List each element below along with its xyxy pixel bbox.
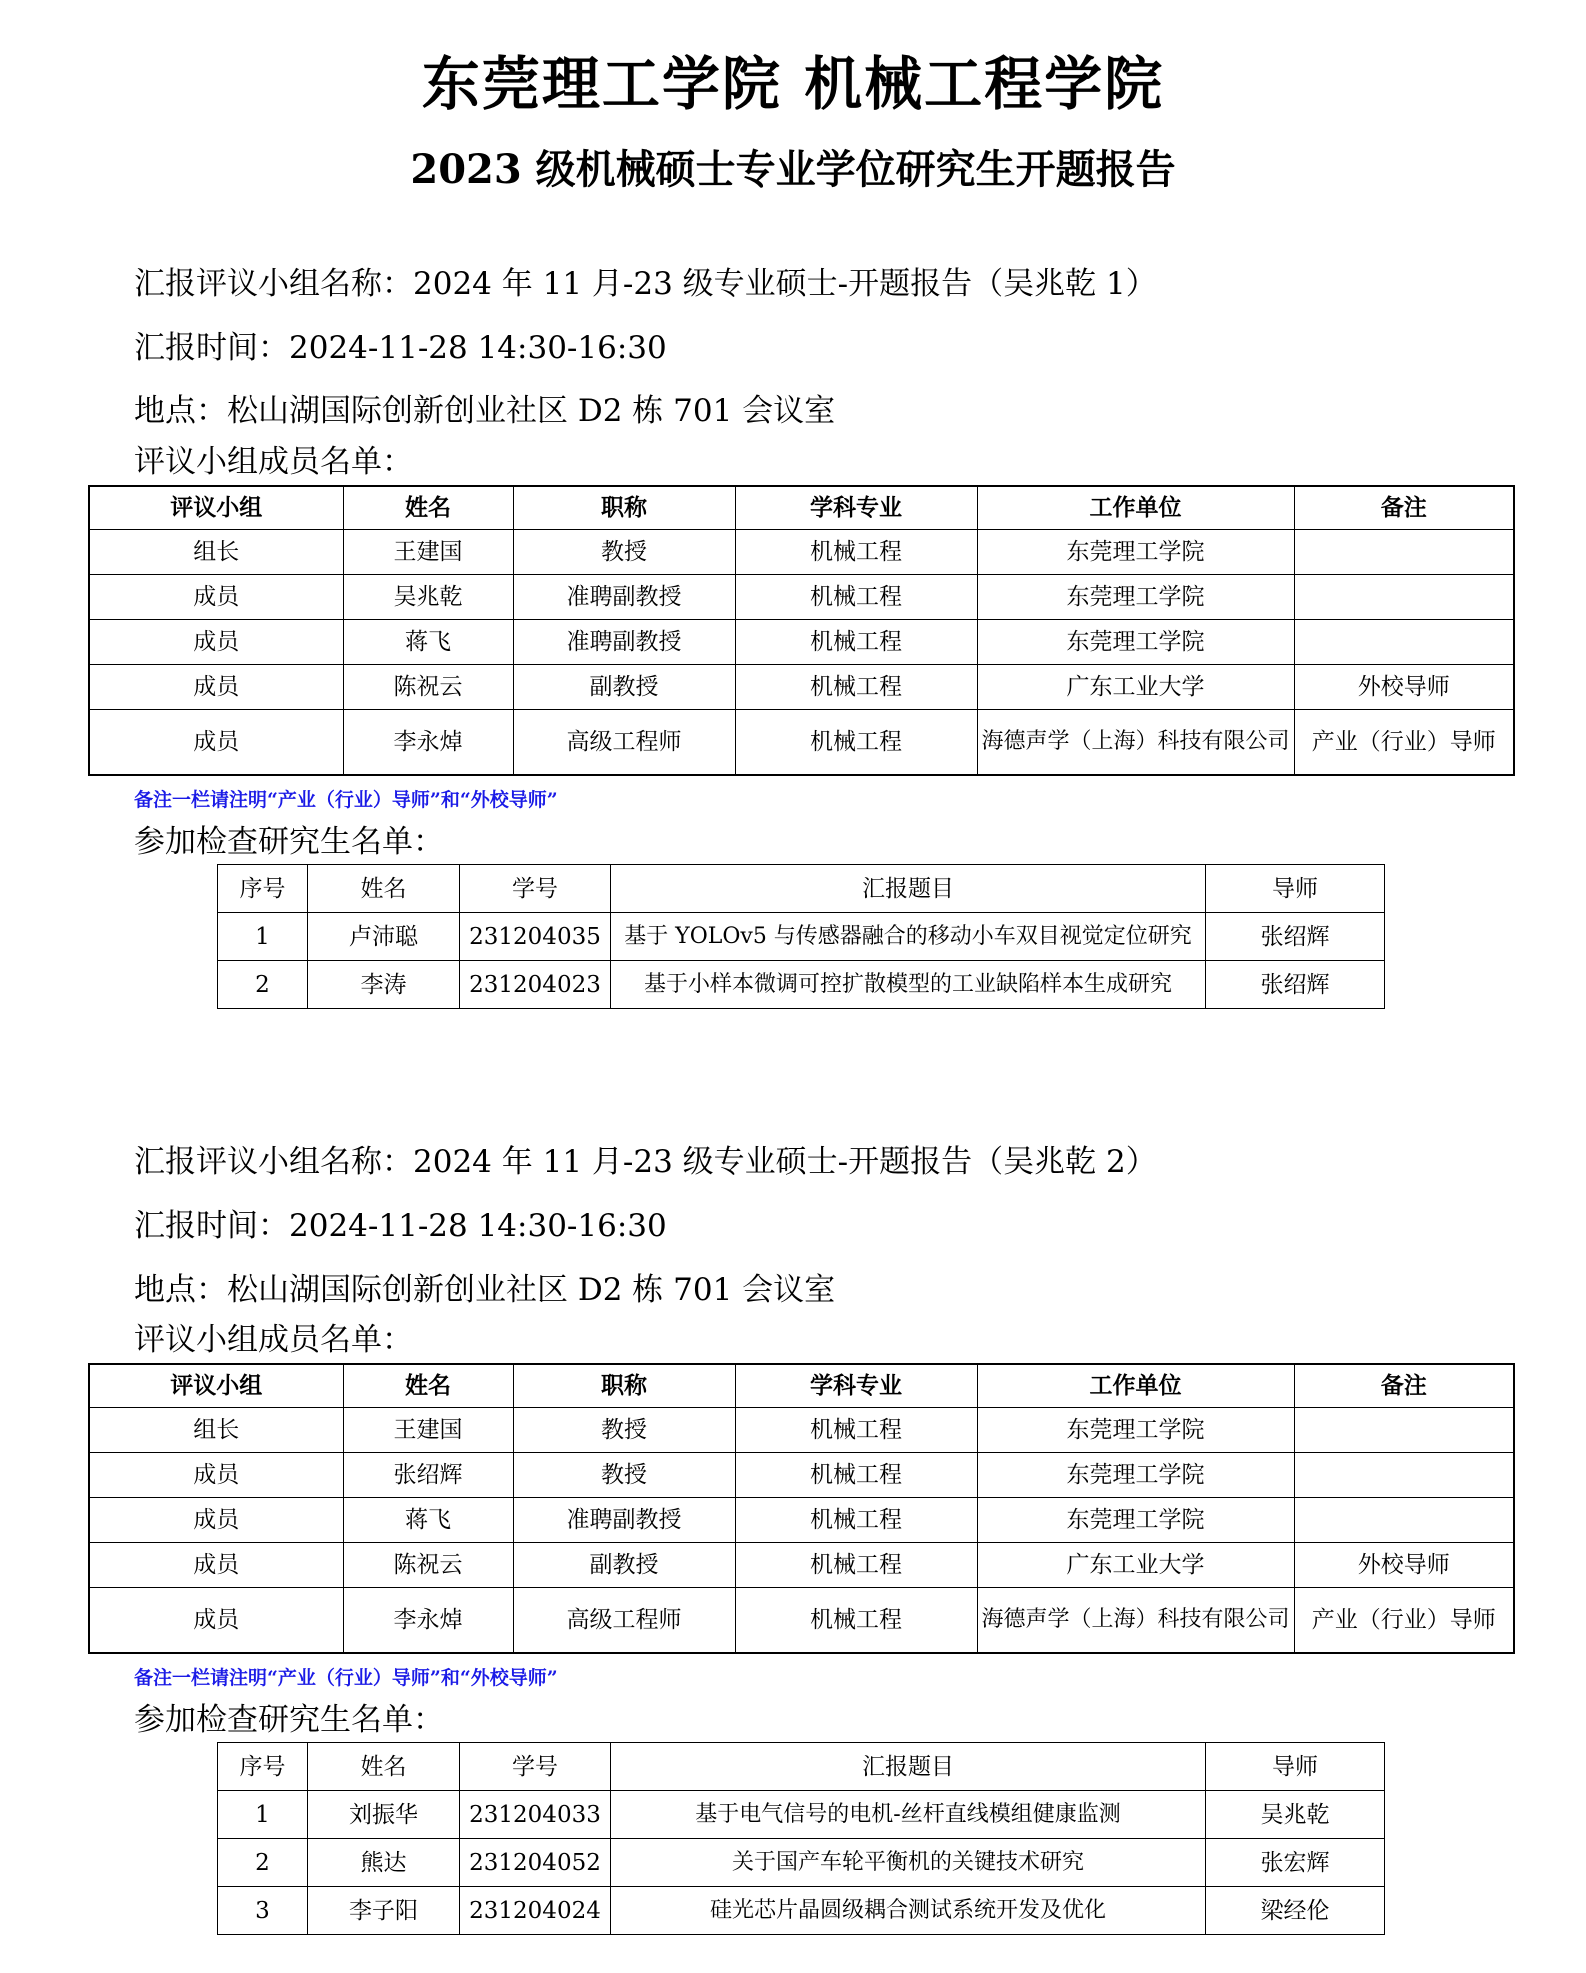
report-time: 汇报时间：2024-11-28 14:30-16:30: [134, 1208, 667, 1244]
table-cell: 王建国: [343, 1407, 513, 1452]
table-cell: 教授: [513, 529, 735, 574]
table-cell: 准聘副教授: [513, 574, 735, 619]
students-table: [217, 864, 1385, 1009]
table-cell: 机械工程: [735, 1542, 977, 1587]
table-cell: 东莞理工学院: [977, 529, 1294, 574]
table-cell: 机械工程: [735, 619, 977, 664]
table-cell: 卢沛聪: [308, 913, 460, 961]
table-row: [218, 1839, 1385, 1887]
col-header: 评议小组: [89, 1364, 343, 1407]
table-cell: 王建国: [343, 529, 513, 574]
table-cell: 广东工业大学: [977, 1542, 1294, 1587]
table-cell: 成员: [89, 574, 343, 619]
table-row: [89, 1542, 1514, 1587]
document-title: 东莞理工学院 机械工程学院: [421, 50, 1165, 118]
col-header: 序号: [218, 1743, 308, 1791]
table-cell: 基于小样本微调可控扩散模型的工业缺陷样本生成研究: [611, 961, 1206, 1009]
table-row: [218, 1791, 1385, 1839]
members-header-row: [89, 1364, 1514, 1407]
table-cell: 副教授: [513, 1542, 735, 1587]
table-cell: 成员: [89, 1452, 343, 1497]
col-header: 备注: [1294, 486, 1514, 529]
members-table: [88, 485, 1515, 776]
table-cell: 东莞理工学院: [977, 574, 1294, 619]
col-header: 序号: [218, 865, 308, 913]
table-row: [89, 1587, 1514, 1653]
students-header-row: [218, 1743, 1385, 1791]
table-row: [89, 1452, 1514, 1497]
table-row: [218, 1887, 1385, 1935]
table-cell: 蒋飞: [343, 619, 513, 664]
table-cell: 231204035: [460, 913, 611, 961]
table-cell: 1: [218, 1791, 308, 1839]
col-header: 职称: [513, 1364, 735, 1407]
table-cell: 机械工程: [735, 574, 977, 619]
report-time: 汇报时间：2024-11-28 14:30-16:30: [134, 330, 667, 366]
table-cell: 成员: [89, 619, 343, 664]
table-cell: 东莞理工学院: [977, 619, 1294, 664]
table-cell: 231204023: [460, 961, 611, 1009]
table-cell: 2: [218, 1839, 308, 1887]
members-header-row: [89, 486, 1514, 529]
table-cell: 产业（行业）导师: [1294, 1587, 1514, 1653]
col-header: 工作单位: [977, 1364, 1294, 1407]
table-cell: 张宏辉: [1206, 1839, 1385, 1887]
students-label: 参加检查研究生名单：: [134, 1702, 444, 1738]
table-cell: 3: [218, 1887, 308, 1935]
table-cell: 机械工程: [735, 1587, 977, 1653]
report-location: 地点：松山湖国际创新创业社区 D2 栋 701 会议室: [134, 1272, 836, 1308]
table-cell: 广东工业大学: [977, 664, 1294, 709]
table-cell: 成员: [89, 709, 343, 775]
table-row: [218, 913, 1385, 961]
members-label: 评议小组成员名单：: [134, 444, 413, 480]
table-row: [89, 574, 1514, 619]
table-cell: 组长: [89, 1407, 343, 1452]
table-cell: [1294, 1497, 1514, 1542]
table-cell: 熊达: [308, 1839, 460, 1887]
table-cell: 海德声学（上海）科技有限公司: [977, 1587, 1294, 1653]
col-header: 职称: [513, 486, 735, 529]
table-cell: 张绍辉: [1206, 961, 1385, 1009]
table-cell: 李永焯: [343, 709, 513, 775]
table-cell: 231204024: [460, 1887, 611, 1935]
table-cell: [1294, 619, 1514, 664]
table-cell: 基于电气信号的电机-丝杆直线模组健康监测: [611, 1791, 1206, 1839]
col-header: 学号: [460, 1743, 611, 1791]
table-cell: 2: [218, 961, 308, 1009]
members-label: 评议小组成员名单：: [134, 1322, 413, 1358]
col-header: 姓名: [343, 1364, 513, 1407]
table-cell: 教授: [513, 1452, 735, 1497]
table-cell: 产业（行业）导师: [1294, 709, 1514, 775]
table-cell: 蒋飞: [343, 1497, 513, 1542]
members-table: [88, 1363, 1515, 1654]
table-cell: 准聘副教授: [513, 1497, 735, 1542]
students-label: 参加检查研究生名单：: [134, 824, 444, 860]
table-cell: 成员: [89, 1542, 343, 1587]
remark-note: 备注一栏请注明“产业（行业）导师”和“外校导师”: [134, 789, 558, 811]
table-row: [89, 709, 1514, 775]
table-cell: [1294, 574, 1514, 619]
students-header-row: [218, 865, 1385, 913]
group-name: 汇报评议小组名称：2024 年 11 月-23 级专业硕士-开题报告（吴兆乾 2）: [134, 1144, 1157, 1180]
table-cell: 高级工程师: [513, 1587, 735, 1653]
group-name: 汇报评议小组名称：2024 年 11 月-23 级专业硕士-开题报告（吴兆乾 1）: [134, 266, 1157, 302]
col-header: 学科专业: [735, 486, 977, 529]
table-row: [89, 529, 1514, 574]
remark-note: 备注一栏请注明“产业（行业）导师”和“外校导师”: [134, 1667, 558, 1689]
table-cell: 外校导师: [1294, 1542, 1514, 1587]
table-cell: 231204052: [460, 1839, 611, 1887]
table-row: [89, 664, 1514, 709]
table-cell: [1294, 1452, 1514, 1497]
table-cell: 陈祝云: [343, 664, 513, 709]
table-cell: 高级工程师: [513, 709, 735, 775]
table-cell: 成员: [89, 1587, 343, 1653]
table-cell: 成员: [89, 664, 343, 709]
table-row: [89, 619, 1514, 664]
table-cell: 张绍辉: [343, 1452, 513, 1497]
col-header: 姓名: [308, 1743, 460, 1791]
table-cell: 基于 YOLOv5 与传感器融合的移动小车双目视觉定位研究: [611, 913, 1206, 961]
table-cell: 吴兆乾: [343, 574, 513, 619]
table-cell: 机械工程: [735, 1407, 977, 1452]
table-cell: [1294, 529, 1514, 574]
table-cell: 东莞理工学院: [977, 1452, 1294, 1497]
table-cell: 刘振华: [308, 1791, 460, 1839]
table-cell: 东莞理工学院: [977, 1407, 1294, 1452]
table-cell: 梁经伦: [1206, 1887, 1385, 1935]
table-cell: 张绍辉: [1206, 913, 1385, 961]
table-cell: 李子阳: [308, 1887, 460, 1935]
table-cell: 海德声学（上海）科技有限公司: [977, 709, 1294, 775]
table-row: [89, 1497, 1514, 1542]
table-cell: 机械工程: [735, 664, 977, 709]
table-cell: 李永焯: [343, 1587, 513, 1653]
col-header: 学号: [460, 865, 611, 913]
report-location: 地点：松山湖国际创新创业社区 D2 栋 701 会议室: [134, 393, 836, 429]
table-cell: 关于国产车轮平衡机的关键技术研究: [611, 1839, 1206, 1887]
table-cell: 外校导师: [1294, 664, 1514, 709]
col-header: 学科专业: [735, 1364, 977, 1407]
table-cell: 副教授: [513, 664, 735, 709]
table-cell: 机械工程: [735, 529, 977, 574]
table-cell: 组长: [89, 529, 343, 574]
table-cell: [1294, 1407, 1514, 1452]
col-header: 导师: [1206, 865, 1385, 913]
col-header: 工作单位: [977, 486, 1294, 529]
table-cell: 成员: [89, 1497, 343, 1542]
col-header: 评议小组: [89, 486, 343, 529]
table-cell: 1: [218, 913, 308, 961]
table-row: [218, 961, 1385, 1009]
col-header: 姓名: [308, 865, 460, 913]
table-cell: 机械工程: [735, 709, 977, 775]
table-cell: 教授: [513, 1407, 735, 1452]
table-row: [89, 1407, 1514, 1452]
table-cell: 硅光芯片晶圆级耦合测试系统开发及优化: [611, 1887, 1206, 1935]
table-cell: 231204033: [460, 1791, 611, 1839]
document-subtitle: 2023 级机械硕士专业学位研究生开题报告: [410, 146, 1176, 193]
table-cell: 李涛: [308, 961, 460, 1009]
table-cell: 东莞理工学院: [977, 1497, 1294, 1542]
col-header: 汇报题目: [611, 865, 1206, 913]
students-table: [217, 1742, 1385, 1935]
col-header: 姓名: [343, 486, 513, 529]
table-cell: 机械工程: [735, 1452, 977, 1497]
table-cell: 吴兆乾: [1206, 1791, 1385, 1839]
col-header: 备注: [1294, 1364, 1514, 1407]
table-cell: 机械工程: [735, 1497, 977, 1542]
table-cell: 准聘副教授: [513, 619, 735, 664]
table-cell: 陈祝云: [343, 1542, 513, 1587]
col-header: 导师: [1206, 1743, 1385, 1791]
col-header: 汇报题目: [611, 1743, 1206, 1791]
